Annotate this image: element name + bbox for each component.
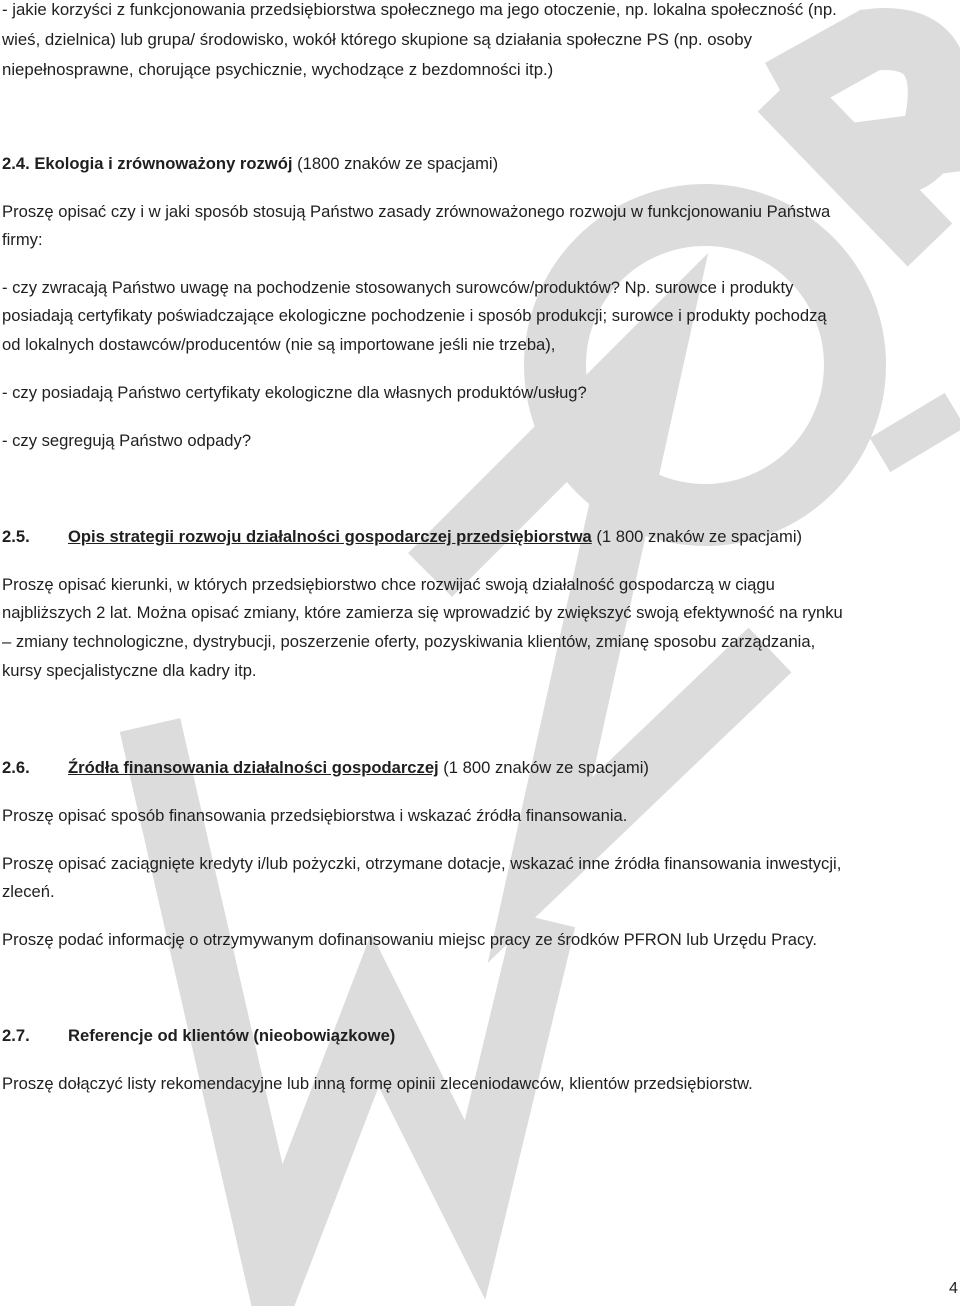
s24-p2-line-3: od lokalnych dostawców/producentów (nie są importowane jeśli nie trzeba), [2,335,556,354]
intro-line-3: niepełnosprawne, chorujące psychicznie, wychodzące z bezdomności itp.) [2,60,554,79]
section-2-6-heading [2,758,649,778]
s24-p2-line-1: - czy zwracają Państwo uwagę na pochodzenie stosowanych surowców/produktów? Np. surowce i produkty [2,278,794,297]
s24-p3: - czy posiadają Państwo certyfikaty ekologiczne dla własnych produktów/usług? [2,383,587,402]
s26-p1: Proszę opisać sposób finansowania przedsiębiorstwa i wskazać źródła finansowania. [2,806,628,825]
intro-line-2: wieś, dzielnica) lub grupa/ środowisko, wokół którego skupione są działania społeczne PS (np. osoby [2,30,752,49]
watermark-accent [880,410,955,455]
page-number: 4 [949,1280,958,1297]
section-number: 2.4. [2,154,30,173]
section-note: (1 800 znaków ze spacjami) [591,527,803,546]
section-title: Referencje od klientów (nieobowiązkowe) [68,1026,396,1045]
s24-p1-line-1: Proszę opisać czy i w jaki sposób stosują Państwo zasady zrównoważonego rozwoju w funkcjonowaniu Państwa [2,202,831,221]
s25-line-3: – zmiany technologiczne, dystrybucji, poszerzenie oferty, pozyskiwania klientów, zmianę sposobu zarządzania, [2,632,816,651]
s24-p2-line-2: posiadają certyfikaty poświadczające ekologiczne pochodzenie i sposób produkcji; surowce i produkty pochodzą [2,306,827,325]
s25-line-4: kursy specjalistyczne dla kadry itp. [2,661,257,680]
section-number: 2.6. [2,758,30,777]
section-title: Opis strategii rozwoju działalności gospodarczej przedsiębiorstwa [68,527,592,546]
s24-p4: - czy segregują Państwo odpady? [2,431,252,450]
s26-p2-line-2: zleceń. [2,882,55,901]
s27-p1: Proszę dołączyć listy rekomendacyjne lub inną formę opinii zleceniodawców, klientów przedsiębiorstw. [2,1074,753,1093]
section-title: Źródła finansowania działalności gospodarczej [68,758,439,777]
section-2-5-heading [2,527,802,547]
s25-line-1: Proszę opisać kierunki, w których przedsiębiorstwo chce rozwijać swoją działalność gospodarczą w ciągu [2,575,775,594]
s26-p2-line-1: Proszę opisać zaciągnięte kredyty i/lub pożyczki, otrzymane dotacje, wskazać inne źródła finansowania inwestycji, [2,854,842,873]
s25-line-2: najbliższych 2 lat. Można opisać zmiany, które zamierza się wprowadzić by zwiększyć swoją efektywność na rynku [2,603,843,622]
section-number: 2.7. [2,1026,30,1045]
intro-line-1: - jakie korzyści z funkcjonowania przedsiębiorstwa społecznego ma jego otoczenie, np. lokalna społeczność (np. [2,0,837,19]
section-number: 2.5. [2,527,30,546]
section-note: (1 800 znaków ze spacjami) [438,758,649,777]
section-2-7-heading [2,1026,395,1046]
s26-p3: Proszę podać informację o otrzymywanym dofinansowaniu miejsc pracy ze środków PFRON lub Urzędu Pracy. [2,930,817,949]
s24-p1-line-2: firmy: [2,230,43,249]
section-note: (1800 znaków ze spacjami) [292,154,499,173]
section-title: Ekologia i zrównoważony rozwój [34,154,293,173]
section-2-4-heading [2,154,498,174]
